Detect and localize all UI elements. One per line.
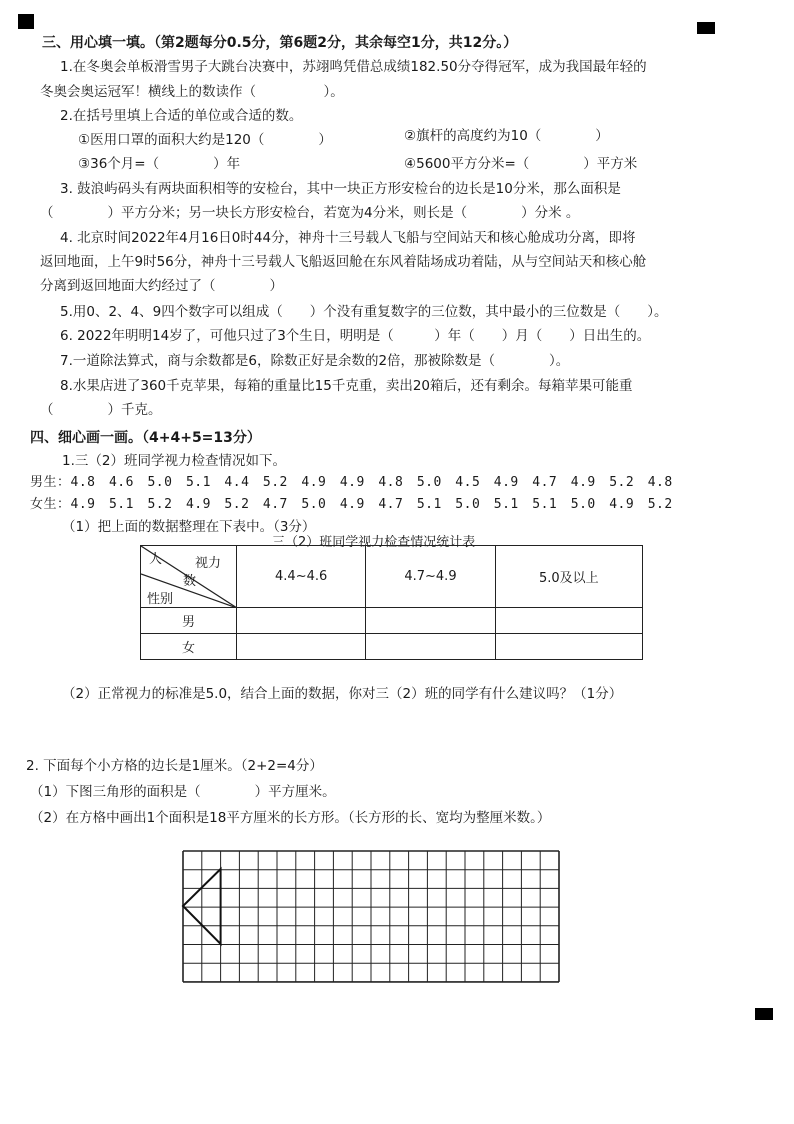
boys-vision-data: 男生：4.8 4.6 5.0 5.1 4.4 5.2 4.9 4.9 4.8 5.0 4.5 4.9 4.7 4.9 5.2 4.8	[30, 475, 673, 490]
question-2-title: 2.在括号里填上合适的单位或合适的数。	[60, 108, 303, 124]
question-5: 5.用0、2、4、9四个数字可以组成（ ）个没有重复数字的三位数，其中最小的三位数是（ ）。	[60, 304, 668, 320]
header-vision: 视力	[195, 556, 222, 571]
table-cell-empty	[237, 608, 366, 634]
table-cell-empty	[366, 634, 495, 660]
question-7: 7.一道除法算式，商与余数都是6，除数正好是余数的2倍，那被除数是（ ）。	[60, 353, 570, 369]
part-2-sub-1: （1）下图三角形的面积是（ ）平方厘米。	[30, 784, 336, 800]
girls-vision-data: 女生：4.9 5.1 5.2 4.9 5.2 4.7 5.0 4.9 4.7 5.1 5.0 5.1 5.1 5.0 4.9 5.2	[30, 497, 673, 512]
section-4-title: 四、细心画一画。（4+4+5=13分）	[30, 430, 261, 446]
scan-mark-top-left	[18, 14, 34, 29]
question-8-line-1: 8.水果店进了360千克苹果，每箱的重量比15千克重，卖出20箱后，还有剩余。每箱苹果可能重	[60, 378, 633, 394]
column-header-3: 5.0及以上	[495, 546, 642, 608]
header-gender: 性别	[147, 592, 174, 607]
row-label-girls: 女	[141, 634, 237, 660]
part-2-sub-2: （2）在方格中画出1个面积是18平方厘米的长方形。（长方形的长、宽均为整厘米数。）	[30, 810, 551, 826]
part-1-sub-1: （1）把上面的数据整理在下表中。（3分）	[62, 519, 316, 535]
question-4-line-3: 分离到返回地面大约经过了（ ）	[40, 278, 283, 294]
section-3-title: 三、用心填一填。（第2题每分0.5分，第6题2分，其余每空1分，共12分。）	[42, 35, 518, 51]
table-cell-empty	[366, 608, 495, 634]
header-shu: 数	[183, 574, 197, 589]
table-header-diagonal-cell	[141, 546, 237, 608]
grid-lines	[183, 851, 559, 982]
question-2-item-c: ③36个月=（ ）年	[78, 156, 241, 172]
question-2-item-a: ①医用口罩的面积大约是120（ ）	[78, 132, 332, 148]
question-4-line-2: 返回地面，上午9时56分，神舟十三号载人飞船返回舱在东风着陆场成功着陆，从与空间站天和核心舱	[40, 254, 647, 270]
question-3-line-2: （ ）平方分米；另一块长方形安检台，若宽为4分米，则长是（ ）分米 。	[40, 205, 580, 221]
question-6: 6. 2022年明明14岁了，可他只过了3个生日，明明是（ ）年（ ）月（ ）日出生的。	[60, 328, 651, 344]
column-header-2: 4.7~4.9	[366, 546, 495, 608]
question-3-line-1: 3. 鼓浪屿码头有两块面积相等的安检台，其中一块正方形安检台的边长是10分米，那么面积是	[60, 181, 621, 197]
row-label-boys: 男	[141, 608, 237, 634]
question-2-item-b: ②旗杆的高度约为10（ ）	[404, 128, 609, 144]
vision-stats-table	[140, 545, 643, 660]
part-1-title: 1.三（2）班同学视力检查情况如下。	[62, 453, 286, 469]
table-cell-empty	[495, 608, 642, 634]
table-cell-empty	[237, 634, 366, 660]
scan-mark-bottom-right	[755, 1008, 773, 1020]
scan-mark-top-right	[697, 22, 715, 34]
square-grid	[180, 850, 572, 984]
column-header-1: 4.4~4.6	[237, 546, 366, 608]
question-8-line-2: （ ）千克。	[40, 402, 162, 418]
question-1-line-1: 1.在冬奥会单板滑雪男子大跳台决赛中，苏翊鸣凭借总成绩182.50分夺得冠军，成为我国最年轻的	[60, 59, 647, 75]
header-ren: 人	[149, 552, 163, 567]
part-1-sub-2: （2）正常视力的标准是5.0，结合上面的数据，你对三（2）班的同学有什么建议吗？（1分）	[62, 686, 623, 702]
part-2-title: 2. 下面每个小方格的边长是1厘米。（2+2=4分）	[26, 758, 323, 774]
question-4-line-1: 4. 北京时间2022年4月16日0时44分，神舟十三号载人飞船与空间站天和核心舱成功分离，即将	[60, 230, 636, 246]
table-caption: 三（2）班同学视力检查情况统计表	[272, 535, 476, 550]
table-cell-empty	[495, 634, 642, 660]
question-2-item-d: ④5600平方分米=（ ）平方米	[404, 156, 638, 172]
question-1-line-2: 冬奥会奥运冠军！横线上的数读作（ ）。	[40, 84, 344, 100]
